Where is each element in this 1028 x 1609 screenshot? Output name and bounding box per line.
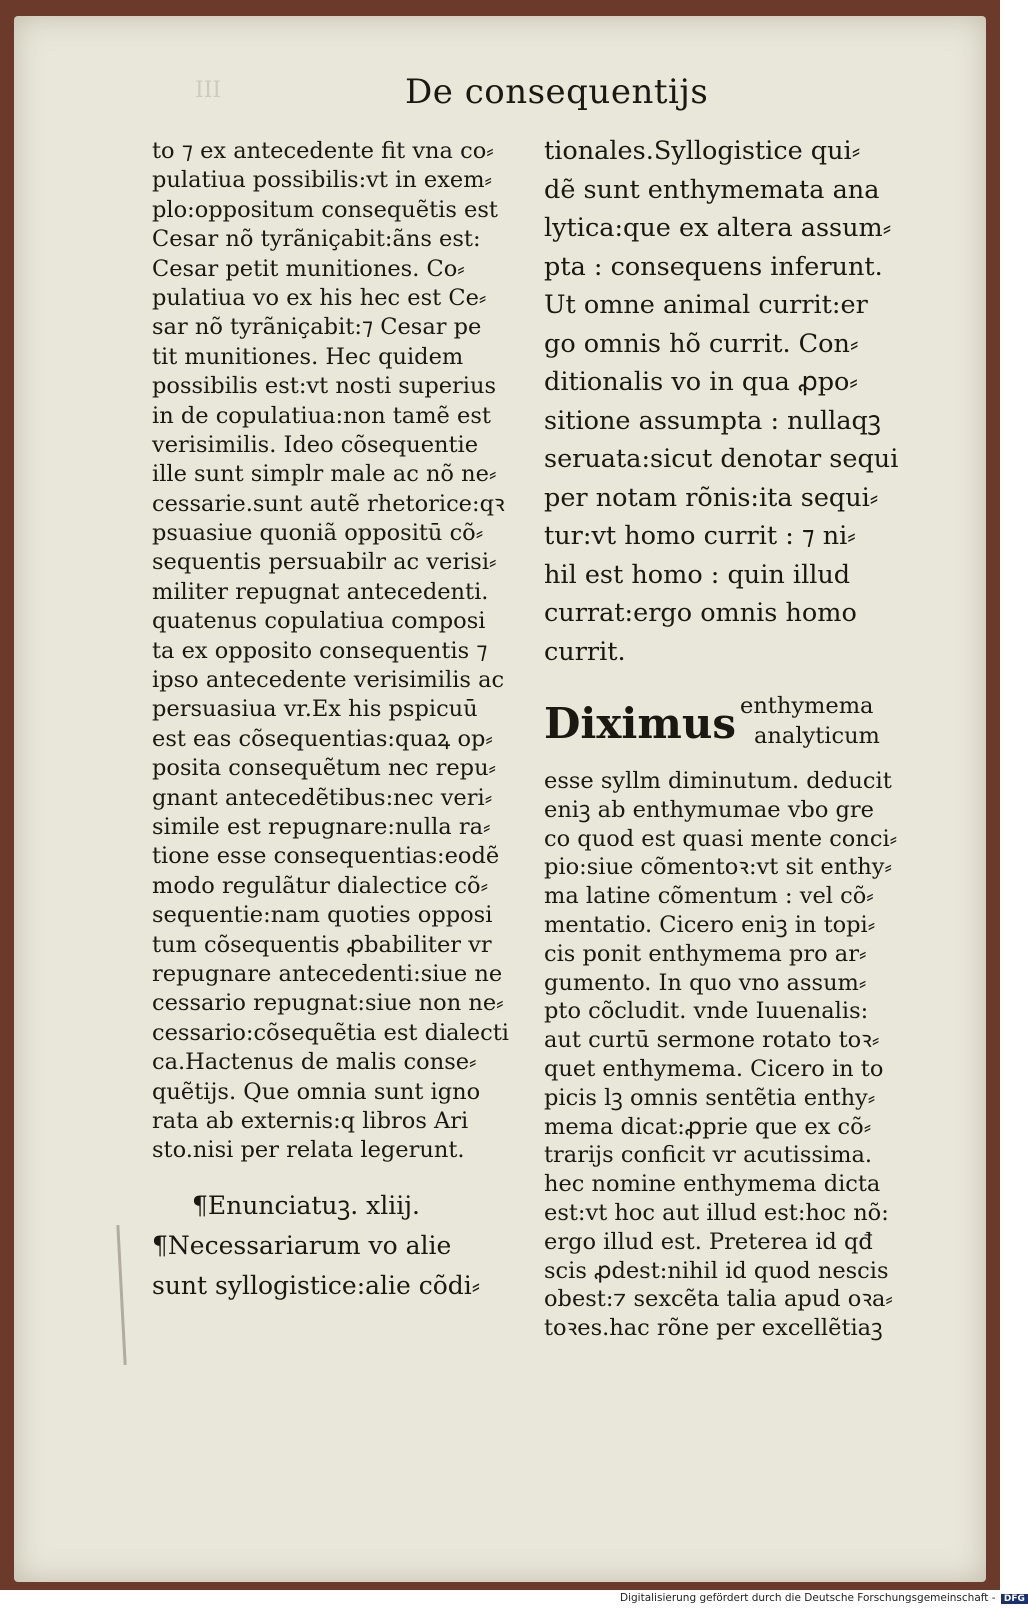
text-line: ma latine cõmentum : vel cõ⸗ [544,883,874,910]
decorated-initial-block [544,693,924,767]
text-line: est:vt hoc aut illud est:hoc nõ: [544,1199,889,1226]
text-line: pta : consequens inferunt. [544,251,883,282]
initial-tail-line-2: analyticum [754,723,880,749]
text-line: tur:vt homo currit : ⁊ ni⸗ [544,521,856,551]
left-column-body [152,137,524,1166]
page-number: III [195,78,222,103]
text-line: currit. [544,636,626,667]
text-line: sitione assumpta : nullaqꝫ [544,405,881,436]
text-line: ¶Necessariarum vo alie [152,1230,452,1260]
text-line: esse syllm diminutum. deducit [544,768,892,794]
text-line: per notam rõnis:ita sequi⸗ [544,482,879,513]
text-line: sar nõ tyrãniçabit:⁊ Cesar pe [152,314,482,341]
text-line: Ut omne animal currit:er [544,290,868,320]
text-line: rata ab externis:q libros Ari [152,1107,469,1134]
dfg-logo: DFG [1001,1594,1028,1604]
section-heading: ¶Enunciatuꝫ. xliij. [192,1190,420,1220]
text-line: mema dicat:ꝓprie que ex cõ⸗ [544,1113,872,1140]
text-line: eniꝫ ab enthymumae vbo gre [544,796,875,823]
text-line: cis ponit enthymema pro ar⸗ [544,940,867,967]
text-line: tione esse consequentias:eodẽ [152,843,500,870]
text-line: Cesar nõ tyrãniçabit:ãns est: [152,226,481,253]
text-line: cessario repugnat:siue non ne⸗ [152,990,504,1017]
text-line: dẽ sunt enthymemata ana [544,174,880,205]
text-line: ille sunt simplr male ac nõ ne⸗ [152,461,497,488]
text-line: pulatiua vo ex his hec est Ce⸗ [152,284,487,311]
initial-word: Diximus [544,699,736,748]
text-line: hil est homo : quin illud [544,559,851,590]
text-line: picis lꝫ omnis sentẽtia enthy⸗ [544,1084,876,1111]
text-line: psuasiue quoniã oppositū cõ⸗ [152,520,484,547]
text-line: simile est repugnare:nulla ra⸗ [152,813,491,840]
text-line: seruata:sicut denotar sequi [544,444,899,474]
text-line: pio:siue cõmentoꝛ:vt sit enthy⸗ [544,854,892,881]
text-line: hec nomine enthymema dicta [544,1171,881,1198]
text-line: tit munitiones. Hec quidem [152,343,464,370]
text-line: Cesar petit munitiones. Co⸗ [152,255,465,282]
text-line: toꝛes.hac rõne per excellẽtiaꝫ [544,1315,883,1342]
text-line: lytica:que ex altera assum⸗ [544,213,892,243]
text-line: scis ꝓdest:nihil id quod nescis [544,1257,889,1284]
text-line: persuasiua vr.Ex his pspicuū [152,696,478,723]
text-line: mentatio. Cicero eniꝫ in topi⸗ [544,911,876,938]
text-line: sequentie:nam quoties opposi [152,902,493,929]
text-line: ditionalis vo in qua ꝓpo⸗ [544,367,858,397]
initial-tail-line-1: enthymema [740,693,874,719]
text-line: pto cõcludit. vnde Iuuenalis: [544,998,869,1025]
text-line: gnant antecedẽtibus:nec veri⸗ [152,784,493,811]
text-line: quet enthymema. Cicero in to [544,1055,884,1082]
text-line: aut curtū sermone rotato toꝛ⸗ [544,1027,880,1054]
text-line: trarijs conficit vr acutissima. [544,1142,873,1169]
digitization-credit [620,1592,1028,1604]
text-line: to ⁊ ex antecedente fit vna co⸗ [152,138,494,164]
text-line: possibilis est:vt nosti superius [152,373,497,400]
text-line: go omnis hõ currit. Con⸗ [544,328,859,359]
text-line: tionales.Syllogistice qui⸗ [544,136,861,166]
credit-text: Digitalisierung gefördert durch die Deutsche Forschungsgemeinschaft - [620,1592,996,1604]
text-line: est eas cõsequentias:quaꝝ op⸗ [152,725,493,752]
text-line: plo:oppositum consequẽtis est [152,196,498,223]
text-line: militer repugnat antecedenti. [152,578,489,605]
right-column [544,132,924,1343]
text-line: gumento. In quo vno assum⸗ [544,969,867,996]
text-line: ipso antecedente verisimilis ac [152,667,505,694]
text-line: repugnare antecedenti:siue ne [152,960,503,987]
text-line: sunt syllogistice:alie cõdi⸗ [152,1270,481,1300]
text-line: currat:ergo omnis homo [544,598,857,628]
running-head: De consequentijs [405,72,709,112]
text-line: ta ex opposito consequentis ⁊ [152,637,488,664]
text-line: ergo illud est. Preterea id qđ [544,1228,873,1255]
text-line: ca.Hactenus de malis conse⸗ [152,1049,477,1076]
text-line: sequentis persuabilr ac verisi⸗ [152,549,497,576]
text-line: co quod est quasi mente conci⸗ [544,825,898,852]
text-line: tum cõsequentis ꝓbabiliter vr [152,931,492,958]
text-line: cessario:cõsequẽtia est dialecti [152,1019,509,1046]
text-line: sto.nisi per relata legerunt. [152,1137,465,1164]
text-line: quatenus copulatiua composi [152,608,486,635]
text-line: verisimilis. Ideo cõsequentie [152,431,479,458]
text-line: quẽtijs. Que omnia sunt igno [152,1078,481,1105]
text-line: pulatiua possibilis:vt in exem⸗ [152,167,493,194]
text-line: cessarie.sunt autẽ rhetorice:qꝛ [152,490,505,517]
text-line: posita consequẽtum nec repu⸗ [152,755,497,782]
left-column [152,137,524,1306]
text-line: modo regulãtur dialectice cõ⸗ [152,872,489,899]
text-line: obest:⁊ sexcẽta talia apud oꝛa⸗ [544,1286,893,1313]
text-line: in de copulatiua:non tamẽ est [152,402,491,429]
